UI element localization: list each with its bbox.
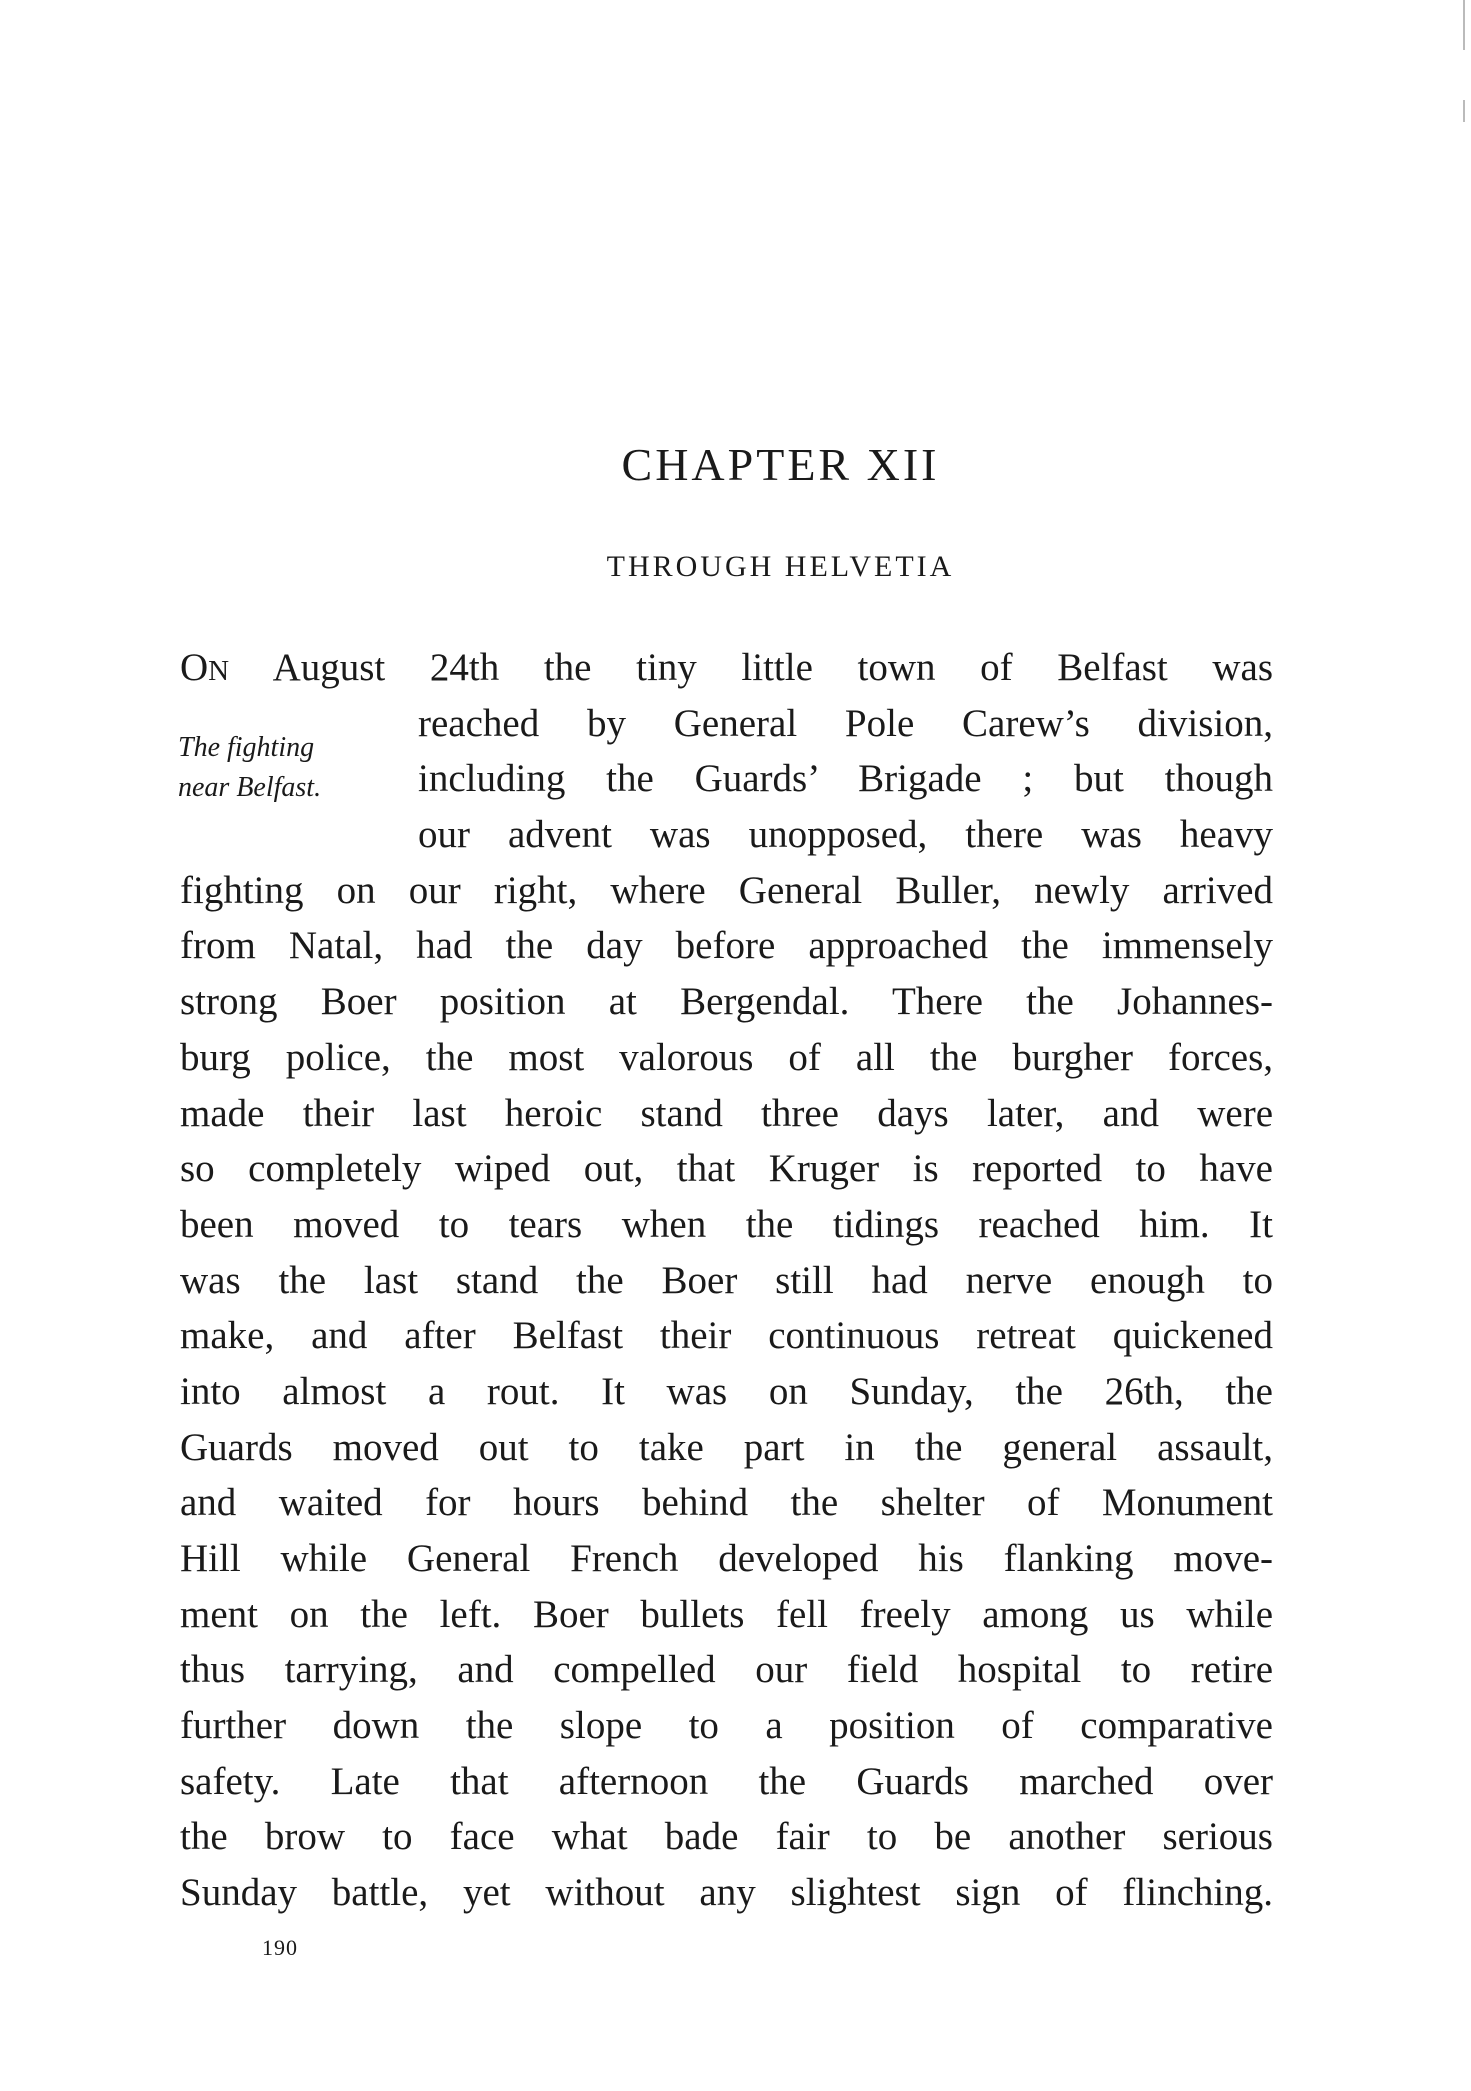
initial-smallcap: N [208, 655, 231, 687]
body-text [180, 640, 1273, 1921]
text-line: thus tarrying, and compelled our field hospital to retire [180, 1648, 1273, 1692]
text-line: make, and after Belfast their continuous retreat quickened [180, 1314, 1273, 1358]
text-line [180, 640, 1273, 696]
text-line: ment on the left. Boer bullets fell freely among us while [180, 1592, 1273, 1636]
text-line: was the last stand the Boer still had nerve enough to [180, 1258, 1273, 1302]
first-line-text: August 24th the tiny little town of Belfast was [230, 646, 1273, 689]
text-line: from Natal, had the day before approached the immensely [180, 924, 1273, 968]
chapter-title: CHAPTER XII [621, 439, 940, 490]
text-line: made their last heroic stand three days later, and were [180, 1091, 1273, 1135]
page-edge-mark [1463, 100, 1465, 122]
text-line: been moved to tears when the tidings reached him. It [180, 1202, 1273, 1246]
page-edge-mark [1463, 0, 1465, 50]
text-line: Sunday battle, yet without any slightest sign of flinching. [180, 1871, 1273, 1915]
text-line: our advent was unopposed, there was heavy [418, 813, 1273, 857]
text-line: strong Boer position at Bergendal. There the Johannes- [180, 980, 1273, 1024]
text-line: Hill while General French developed his flanking move- [180, 1537, 1273, 1580]
initial-letter: O [180, 646, 209, 689]
sidenote-line: near Belfast. [178, 772, 322, 803]
sidenote-line: The fighting [178, 732, 315, 763]
chapter-subtitle: THROUGH HELVETIA [606, 550, 955, 583]
text-line: so completely wiped out, that Kruger is reported to have [180, 1147, 1273, 1191]
text-line: including the Guards’ Brigade ; but though [418, 757, 1273, 801]
text-line: safety. Late that afternoon the Guards marched over [180, 1759, 1273, 1803]
page-number: 190 [262, 1935, 298, 1960]
text-line: further down the slope to a position of comparative [180, 1704, 1273, 1748]
text-line: Guards moved out to take part in the general assault, [180, 1425, 1273, 1469]
text-line: the brow to face what bade fair to be another serious [180, 1815, 1273, 1859]
text-line: and waited for hours behind the shelter of Monument [180, 1481, 1273, 1525]
text-line: burg police, the most valorous of all the burgher forces, [180, 1035, 1273, 1079]
text-line: reached by General Pole Carew’s division, [418, 701, 1273, 745]
text-line: fighting on our right, where General Buller, newly arrived [180, 868, 1273, 912]
text-line: into almost a rout. It was on Sunday, the 26th, the [180, 1369, 1273, 1413]
